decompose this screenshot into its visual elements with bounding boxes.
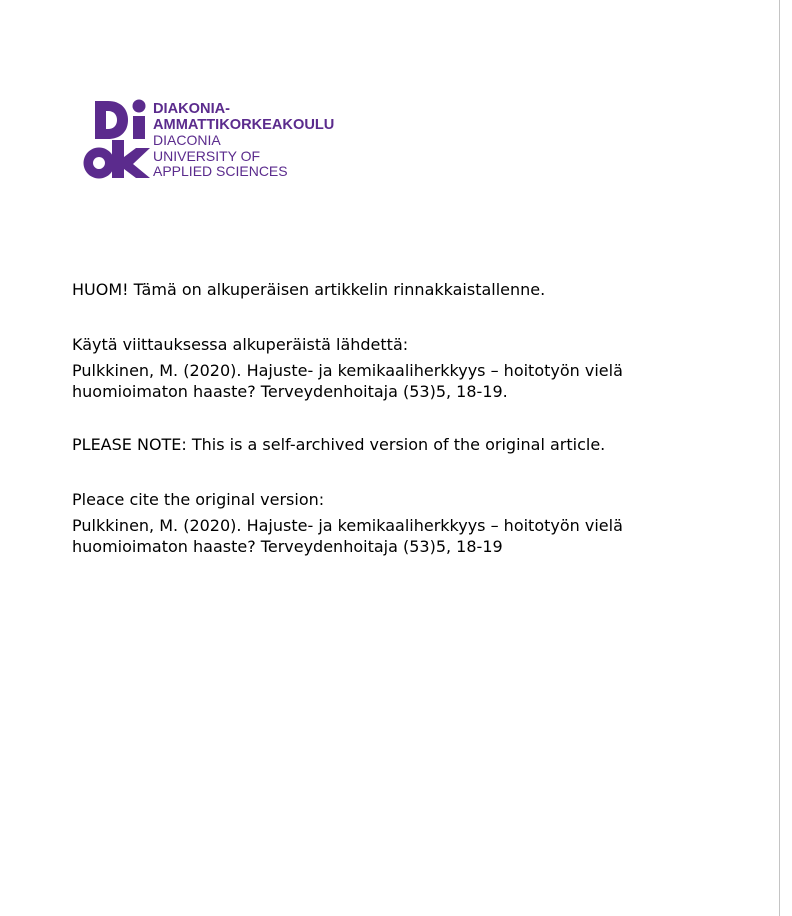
logo-line-en-2: UNIVERSITY OF <box>153 147 261 164</box>
notice-en-citation-line-1: Pulkkinen, M. (2020). Hajuste- ja kemikaaliherkkyys – hoitotyön vielä <box>72 516 623 535</box>
logo-wordmark <box>153 102 334 180</box>
notice-fi-citation-line-1: Pulkkinen, M. (2020). Hajuste- ja kemikaaliherkkyys – hoitotyön vielä <box>72 361 623 380</box>
notice-fi-citation-line-2: huomioimaton haaste? Terveydenhoitaja (53)5, 18-19. <box>72 382 508 401</box>
logo-letter-a <box>84 148 115 179</box>
logo-letter-k-arms <box>124 148 150 178</box>
notice-fi-heading: HUOM! Tämä on alkuperäisen artikkelin rinnakkaistallenne. <box>72 280 546 299</box>
logo-letter-i-dot <box>133 100 146 113</box>
notice-en-cite-label: Pleace cite the original version: <box>72 490 325 509</box>
logo-letter-d <box>95 101 128 139</box>
notice-en-heading: PLEASE NOTE: This is a self-archived version of the original article. <box>72 435 606 454</box>
notice-fi-cite-label: Käytä viittauksessa alkuperäistä lähdettä: <box>72 335 409 354</box>
logo-letter-i-stem <box>133 116 145 139</box>
logo-shared-stem <box>112 140 124 178</box>
notice-en-citation-line-2: huomioimaton haaste? Terveydenhoitaja (53)5, 18-19 <box>72 537 503 556</box>
logo-line-en-3: APPLIED SCIENCES <box>153 163 288 179</box>
logo-line-fi-2: AMMATTIKORKEAKOULU <box>153 116 335 133</box>
diak-monogram-logo <box>80 96 154 182</box>
logo-line-en-1: DIACONIA <box>153 132 221 148</box>
logo-line-fi-1: DIAKONIA- <box>153 101 231 117</box>
